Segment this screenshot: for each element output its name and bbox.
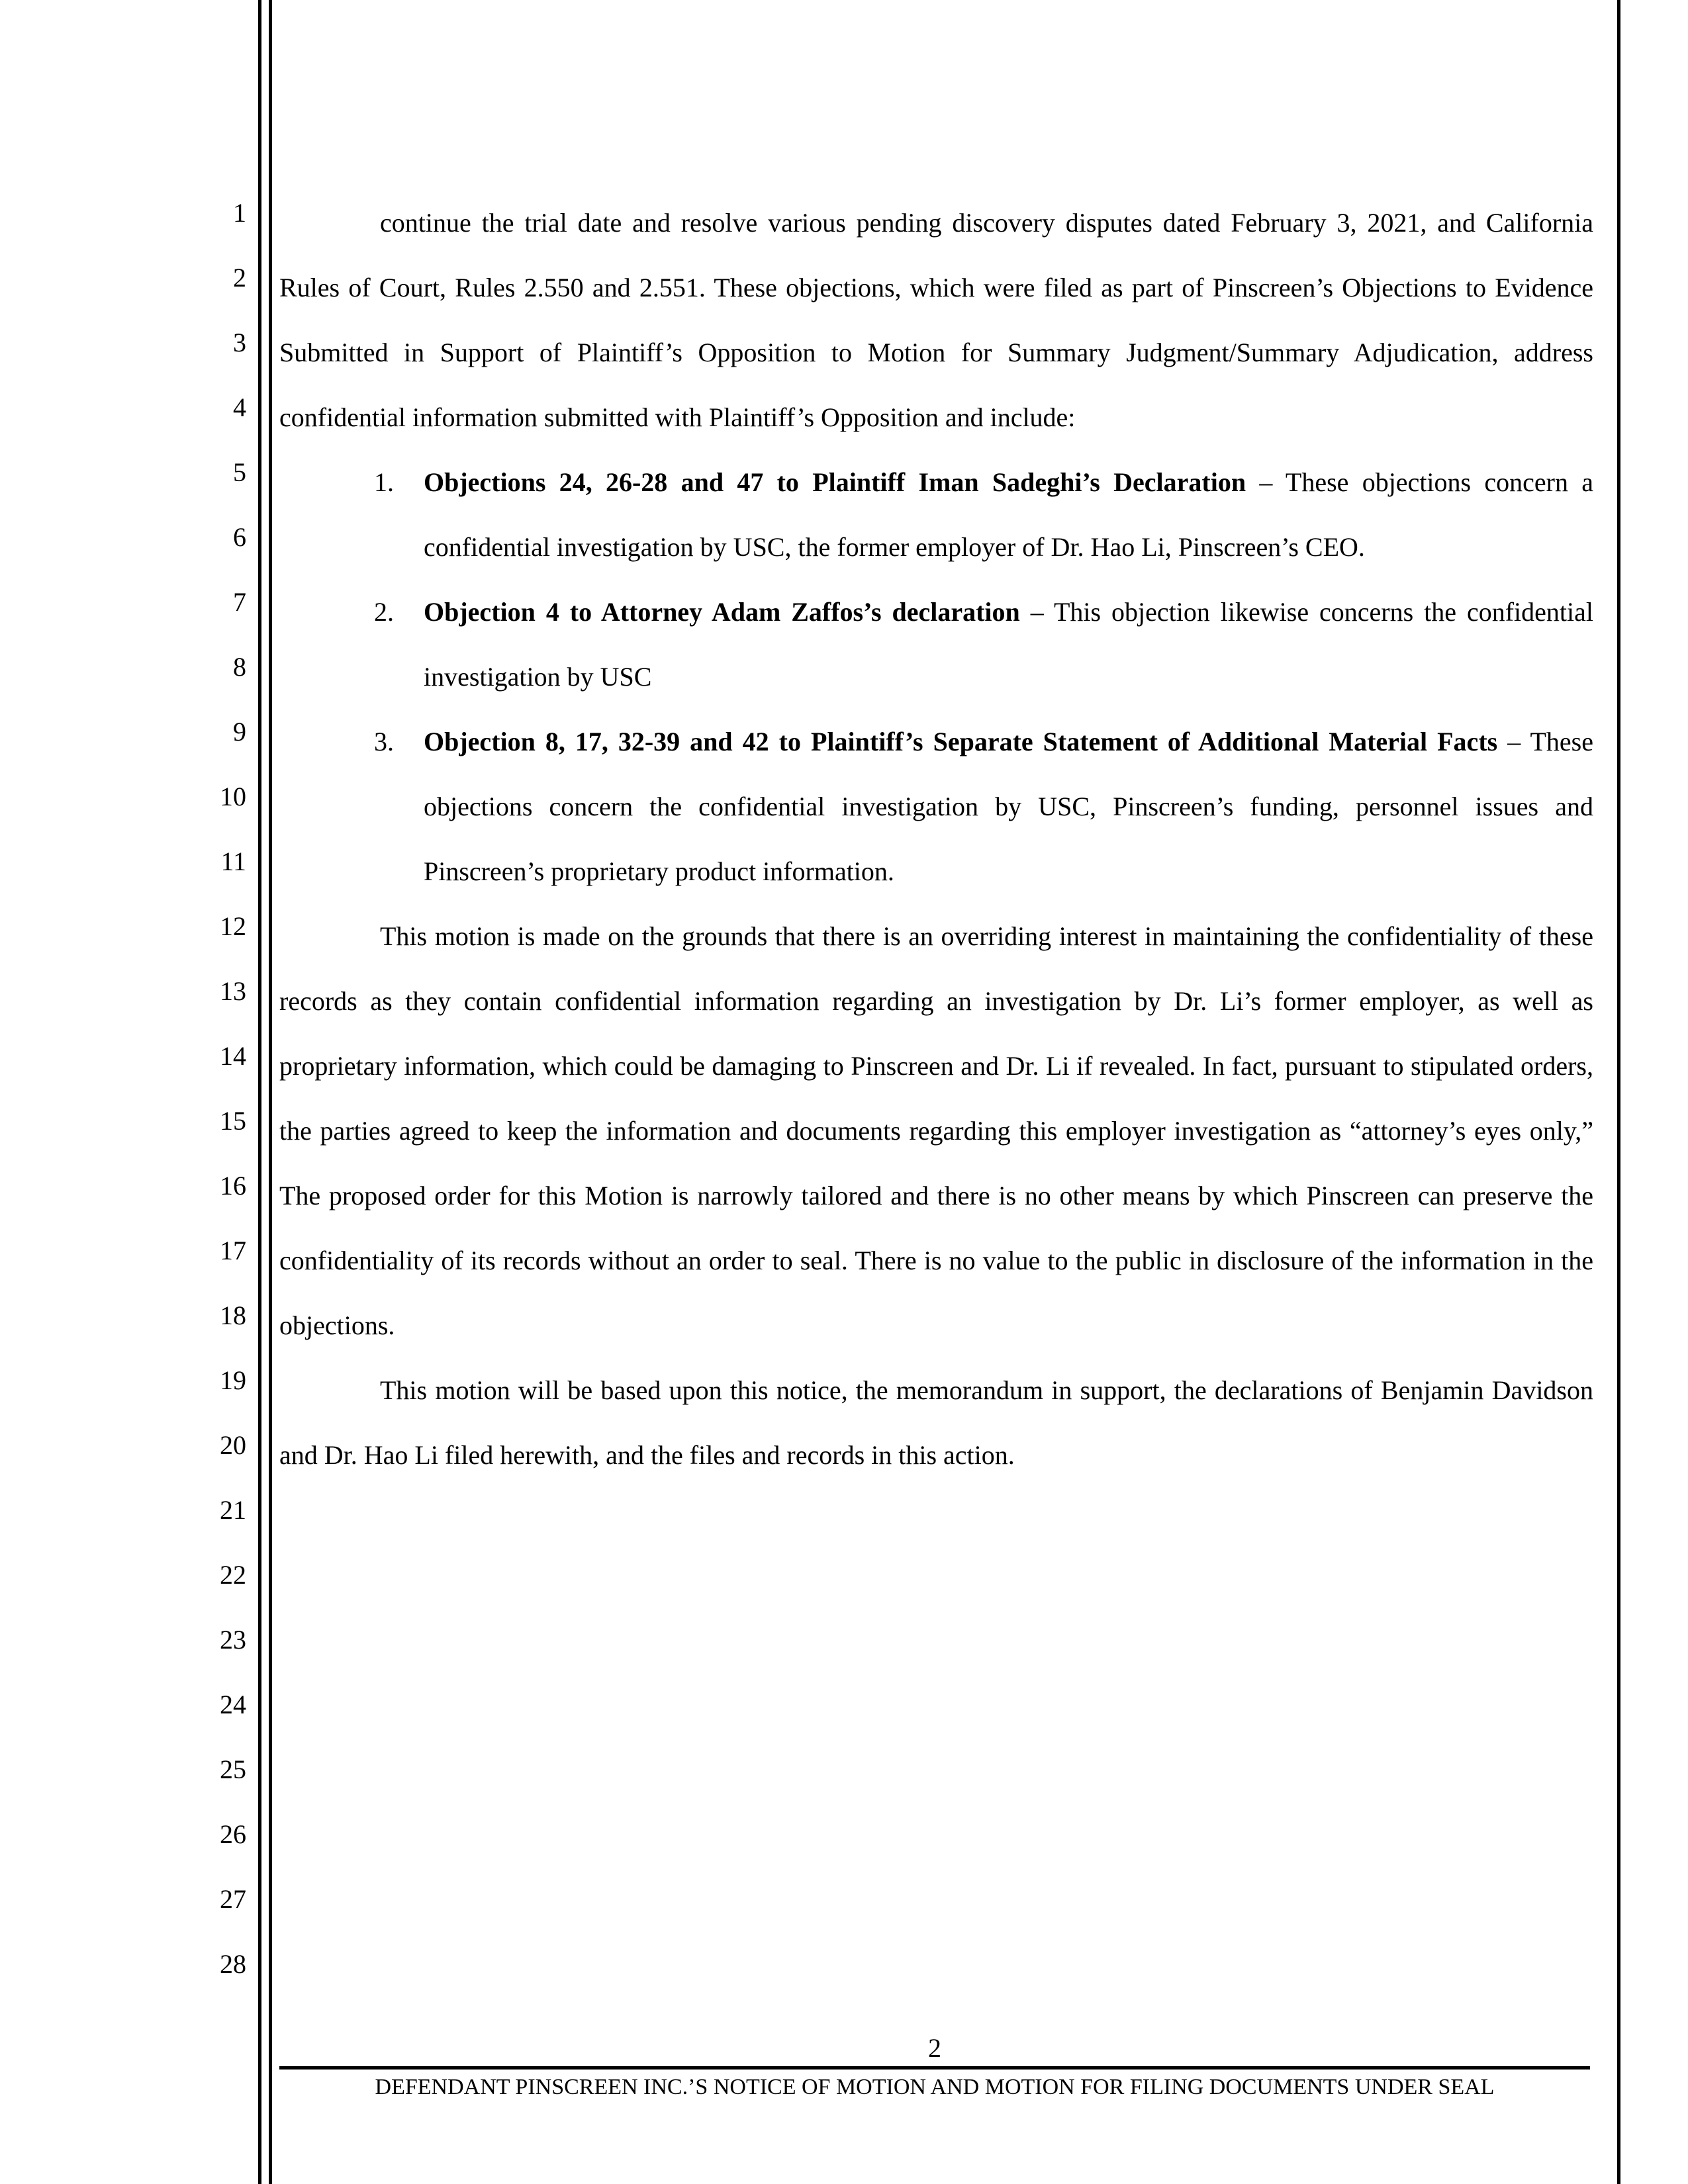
- list-item-lead-in: Objection 4 to Attorney Adam Zaffos’s declaration: [424, 597, 1020, 627]
- line-number: 21: [220, 1495, 246, 1525]
- line-number: 10: [220, 782, 246, 811]
- list-item-lead-in: Objection 8, 17, 32-39 and 42 to Plaintiff’s Separate Statement of Additional Material Facts: [424, 727, 1498, 756]
- list-marker: 1.: [374, 467, 394, 497]
- line-number: 2: [233, 263, 246, 293]
- line-number: 5: [233, 457, 246, 487]
- line-number: 19: [220, 1365, 246, 1395]
- line-number-gutter: [0, 0, 246, 2184]
- list-item-text: – These objections concern a confidential investigation by USC, the former employer of Dr. Hao Li, Pinscreen’s CEO.: [424, 467, 1593, 562]
- line-number: 17: [220, 1236, 246, 1265]
- list-marker: 3.: [374, 727, 394, 756]
- line-number: 27: [220, 1884, 246, 1914]
- line-number: 20: [220, 1430, 246, 1460]
- line-number: 4: [233, 392, 246, 422]
- list-marker: 2.: [374, 597, 394, 627]
- line-number: 25: [220, 1754, 246, 1784]
- line-number: 1: [233, 198, 246, 228]
- paragraph-grounds: This motion is made on the grounds that there is an overriding interest in maintaining the confidentiality of these records as they contain confidential information regarding an investigation by Dr. Li’s former employer, as well as proprietary information, which could be damaging to Pinscreen and Dr. Li if revealed. In fact, pursuant to stipulated orders, the parties agreed to keep the information and documents regarding this employer investigation as “attorney’s eyes only,” The proposed order for this Motion is narrowly tailored and there is no other means by which Pinscreen can preserve the confidentiality of its records without an order to seal. There is no value to the public in disclosure of the information in the objections.: [279, 921, 1593, 1340]
- line-number: 6: [233, 522, 246, 552]
- paragraph-basis: This motion will be based upon this notice, the memorandum in support, the declarations of Benjamin Davidson and Dr. Hao Li filed herewith, and the files and records in this action.: [279, 1375, 1593, 1470]
- line-number: 8: [233, 652, 246, 682]
- page-footer: [279, 2033, 1590, 2103]
- body-text-column: [279, 191, 1593, 1488]
- line-number: 23: [220, 1625, 246, 1655]
- list-item-lead-in: Objections 24, 26-28 and 47 to Plaintiff Iman Sadeghi’s Declaration: [424, 467, 1246, 497]
- line-number: 18: [220, 1300, 246, 1330]
- line-number: 12: [220, 911, 246, 941]
- footer-page-number: 2: [928, 2033, 941, 2063]
- line-number: 24: [220, 1690, 246, 1719]
- left-margin-rule-inner: [269, 0, 272, 2184]
- footer-caption: DEFENDANT PINSCREEN INC.’S NOTICE OF MOTION AND MOTION FOR FILING DOCUMENTS UNDER SEAL: [375, 2075, 1495, 2099]
- line-number: 3: [233, 328, 246, 357]
- right-margin-rule: [1617, 0, 1620, 2184]
- line-number: 26: [220, 1819, 246, 1849]
- line-number: 15: [220, 1106, 246, 1136]
- paragraph-continuation: continue the trial date and resolve various pending discovery disputes dated February 3, 2021, and California Rules of Court, Rules 2.550 and 2.551. These objections, which were filed as part of Pinscreen’s Objections to Evidence Submitted in Support of Plaintiff’s Opposition to Motion for Summary Judgment/Summary Adjudication, address confidential information submitted with Plaintiff’s Opposition and include:: [279, 208, 1593, 432]
- list-item: [279, 580, 1593, 709]
- line-number: 28: [220, 1949, 246, 1979]
- objections-list: [279, 450, 1593, 904]
- list-item: [279, 450, 1593, 580]
- list-item-text: – These objections concern the confidential investigation by USC, Pinscreen’s funding, personnel issues and Pinscreen’s proprietary product information.: [424, 727, 1593, 886]
- list-item-text: – This objection likewise concerns the confidential investigation by USC: [424, 597, 1593, 692]
- line-number: 7: [233, 587, 246, 617]
- line-number: 11: [220, 846, 246, 876]
- line-number: 16: [220, 1171, 246, 1201]
- line-number: 9: [233, 717, 246, 747]
- left-margin-rule-outer: [258, 0, 261, 2184]
- list-item: [279, 709, 1593, 904]
- line-number: 22: [220, 1560, 246, 1590]
- line-number: 13: [220, 976, 246, 1006]
- line-number: 14: [220, 1041, 246, 1071]
